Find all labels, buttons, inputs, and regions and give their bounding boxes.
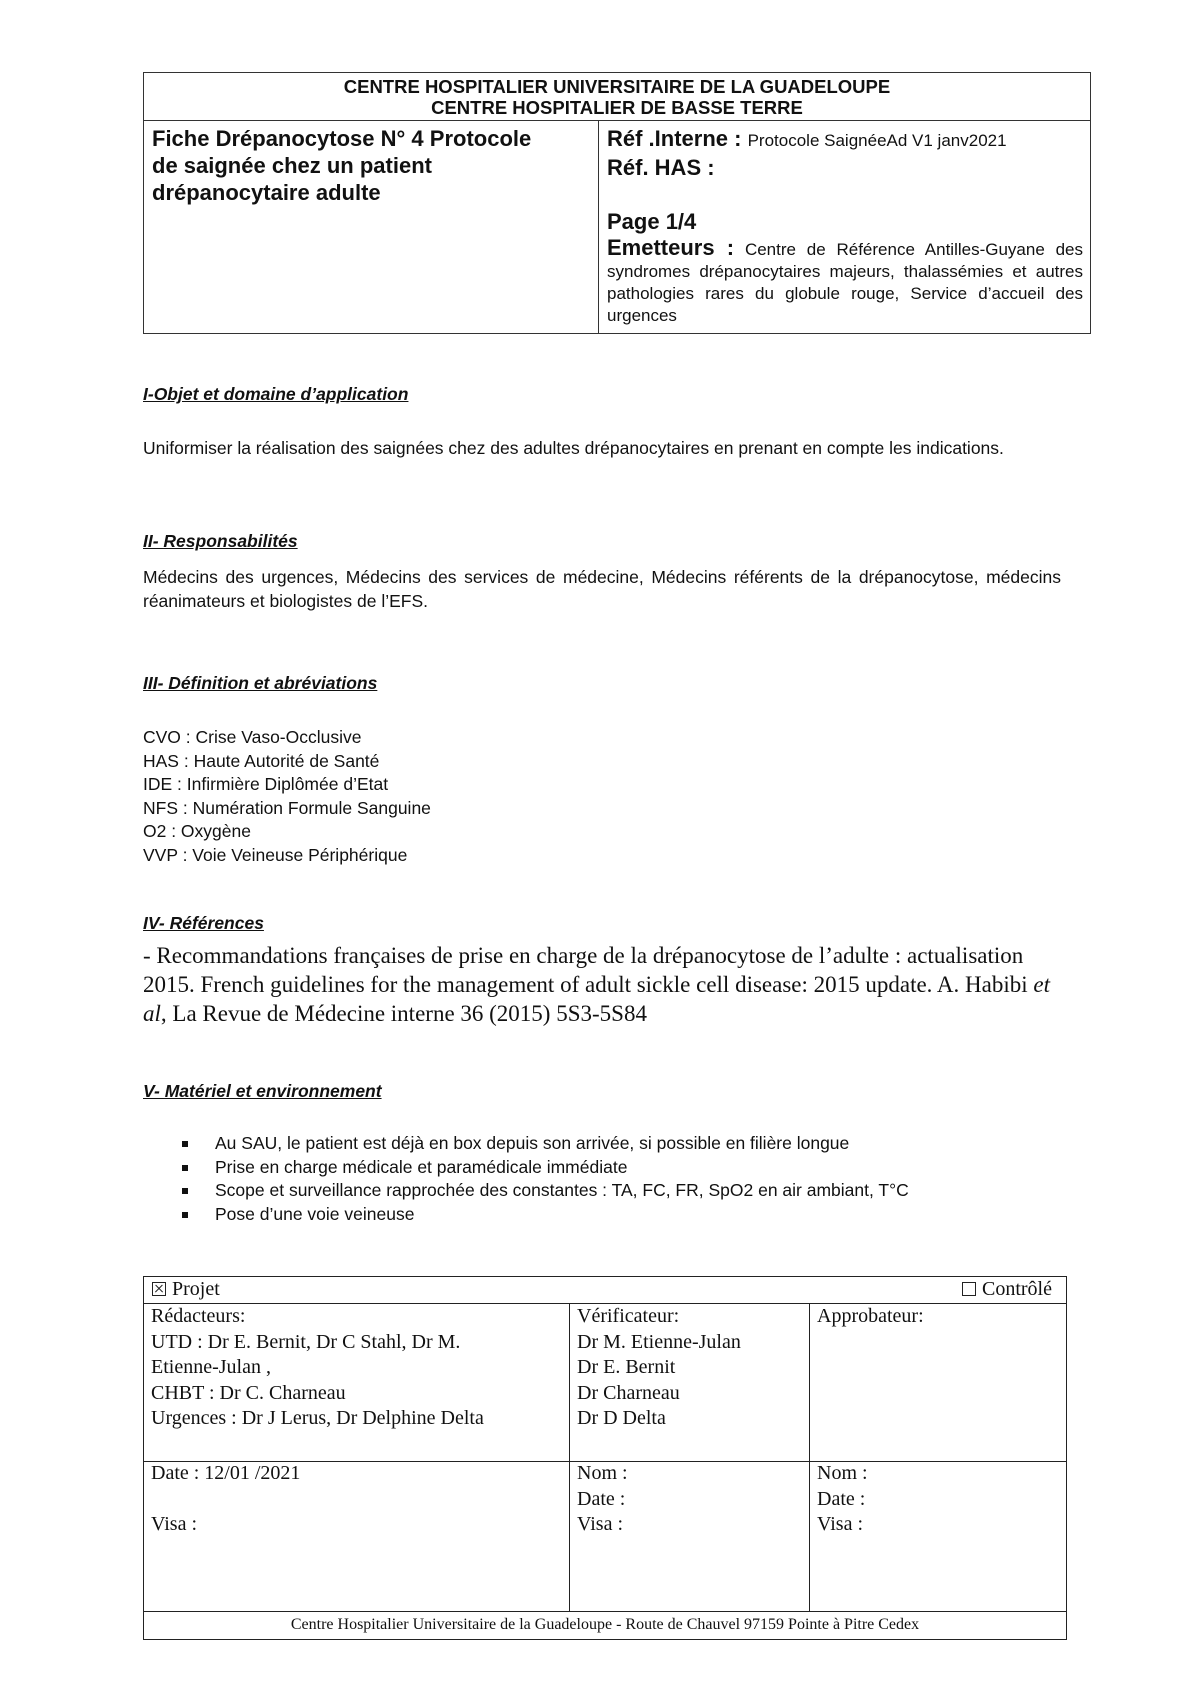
ref-has bbox=[607, 154, 1083, 181]
verificateur-line: Dr E. Bernit bbox=[577, 1356, 676, 1378]
visa-field: Visa : bbox=[577, 1513, 624, 1535]
visa-field: Visa : bbox=[151, 1513, 198, 1535]
title-line: Fiche Drépanocytose N° 4 Protocole bbox=[152, 126, 532, 151]
emetteurs-value: Centre de Référence Antilles-Guyane des syndromes drépanocytaires majeurs, thalassémies et autres pathologies rares du globule rouge, Service d’accueil des urgences bbox=[607, 240, 1083, 325]
ref-has-label: Réf. HAS : bbox=[607, 155, 715, 180]
verificateur-label: Vérificateur: bbox=[577, 1305, 680, 1327]
verificateur-visa-cell bbox=[570, 1461, 810, 1611]
redacteurs-cell bbox=[144, 1304, 570, 1461]
redacteur-line: Etienne-Julan , bbox=[151, 1356, 271, 1378]
section-title-definitions bbox=[143, 673, 683, 694]
document-title bbox=[144, 121, 599, 333]
objet-text: Uniformiser la réalisation des saignées chez des adultes drépanocytaires en prenant en compte les indications. bbox=[143, 438, 1004, 458]
emetteurs bbox=[607, 235, 1083, 327]
nom-field: Nom : bbox=[817, 1462, 868, 1484]
approbateur-visa-cell bbox=[810, 1461, 1066, 1611]
empty-box-icon bbox=[962, 1282, 976, 1296]
reference-text-main: - Recommandations françaises de prise en charge de la drépanocytose de l’adulte : actualisation 2015. French guidelines for the management of adult sickle cell disease: 2015 update. A. Habibi bbox=[143, 943, 1028, 997]
authors-row bbox=[144, 1304, 1066, 1462]
verificateur-line: Dr Charneau bbox=[577, 1381, 680, 1404]
verificateur-cell bbox=[570, 1304, 810, 1461]
ref-interne-value: Protocole SaignéeAd V1 janv2021 bbox=[747, 131, 1007, 150]
date-field: Date : bbox=[817, 1487, 866, 1510]
visa-field: Visa : bbox=[817, 1513, 864, 1535]
redacteurs-label: Rédacteurs: bbox=[151, 1305, 246, 1327]
ref-interne-label: Réf .Interne : bbox=[607, 126, 742, 151]
section-title-references: IV- Références bbox=[143, 913, 264, 933]
list-item: Au SAU, le patient est déjà en box depuis son arrivée, si possible en filière longue bbox=[180, 1132, 909, 1156]
header-table bbox=[143, 72, 1091, 334]
approbateur-cell bbox=[810, 1304, 1066, 1461]
abbreviation-item: VVP : Voie Veineuse Périphérique bbox=[143, 844, 408, 865]
bullet-square-icon bbox=[182, 1188, 188, 1194]
abbreviation-item: HAS : Haute Autorité de Santé bbox=[143, 750, 380, 771]
title-line: drépanocytaire adulte bbox=[152, 180, 381, 205]
section-title-objet: I-Objet et domaine d’application bbox=[143, 384, 409, 404]
emetteurs-label: Emetteurs : bbox=[607, 235, 735, 260]
visa-row bbox=[144, 1461, 1066, 1612]
date-field: Date : bbox=[577, 1487, 626, 1510]
section-title-materiel: V- Matériel et environnement bbox=[143, 1081, 382, 1101]
signature-table bbox=[143, 1276, 1067, 1640]
redacteur-line: UTD : Dr E. Bernit, Dr C Stahl, Dr M. bbox=[151, 1330, 461, 1353]
definitions-title-text: III- Définition et abréviations bbox=[143, 673, 378, 693]
date-visa-cell bbox=[144, 1461, 570, 1611]
title-line: de saignée chez un patient bbox=[152, 153, 432, 178]
abbreviation-list bbox=[143, 726, 431, 867]
nom-field: Nom : bbox=[577, 1462, 628, 1484]
redacteur-line: Urgences : Dr J Lerus, Dr Delphine Delta bbox=[151, 1407, 484, 1429]
abbreviation-item: O2 : Oxygène bbox=[143, 821, 251, 841]
checked-box-icon bbox=[152, 1282, 166, 1296]
bullet-square-icon bbox=[182, 1212, 188, 1218]
page-footer: Centre Hospitalier Universitaire de la Guadeloupe - Route de Chauvel 97159 Pointe à Pitre Cedex bbox=[290, 1616, 920, 1633]
controle-checkbox[interactable] bbox=[962, 1277, 1052, 1303]
verificateur-line: Dr M. Etienne-Julan bbox=[577, 1330, 741, 1353]
bullet-square-icon bbox=[182, 1141, 188, 1147]
projet-checkbox[interactable] bbox=[152, 1277, 220, 1303]
redacteur-line: CHBT : Dr C. Charneau bbox=[151, 1381, 346, 1404]
hospital-name-2: CENTRE HOSPITALIER DE BASSE TERRE bbox=[431, 97, 803, 118]
abbreviation-item: IDE : Infirmière Diplômée d’Etat bbox=[143, 774, 389, 794]
section-title-responsabilites: II- Responsabilités bbox=[143, 531, 298, 551]
list-item: Pose d’une voie veineuse bbox=[180, 1203, 909, 1227]
status-row bbox=[144, 1277, 1066, 1304]
responsabilites-text: Médecins des urgences, Médecins des services de médecine, Médecins référents de la drépanocytose, médecins réanimateurs et biologistes de l’EFS. bbox=[143, 567, 1061, 611]
reference-block bbox=[599, 121, 1090, 333]
reference-text-end: , La Revue de Médecine interne 36 (2015) 5S3-5S84 bbox=[160, 1001, 647, 1026]
abbreviation-item: NFS : Numération Formule Sanguine bbox=[143, 797, 431, 818]
page-number: Page 1/4 bbox=[607, 209, 697, 234]
approbateur-label: Approbateur: bbox=[817, 1305, 924, 1327]
list-item: Scope et surveillance rapprochée des constantes : TA, FC, FR, SpO2 en air ambiant, T°C bbox=[180, 1179, 909, 1203]
verificateur-line: Dr D Delta bbox=[577, 1407, 666, 1429]
list-item: Prise en charge médicale et paramédicale immédiate bbox=[180, 1156, 909, 1180]
abbreviation-item: CVO : Crise Vaso-Occlusive bbox=[143, 727, 362, 747]
hospital-name-1: CENTRE HOSPITALIER UNIVERSITAIRE DE LA GUADELOUPE bbox=[343, 76, 891, 97]
bullet-square-icon bbox=[182, 1165, 188, 1171]
reference-et-al: et al bbox=[143, 972, 1050, 1026]
date-field: Date : 12/01 /2021 bbox=[151, 1462, 301, 1484]
hospital-names bbox=[144, 73, 1090, 121]
controle-label: Contrôlé bbox=[982, 1278, 1052, 1300]
ref-interne bbox=[607, 125, 1083, 154]
projet-label: Projet bbox=[172, 1278, 220, 1300]
reference-text bbox=[143, 941, 1073, 1028]
materiel-list bbox=[180, 1132, 909, 1226]
